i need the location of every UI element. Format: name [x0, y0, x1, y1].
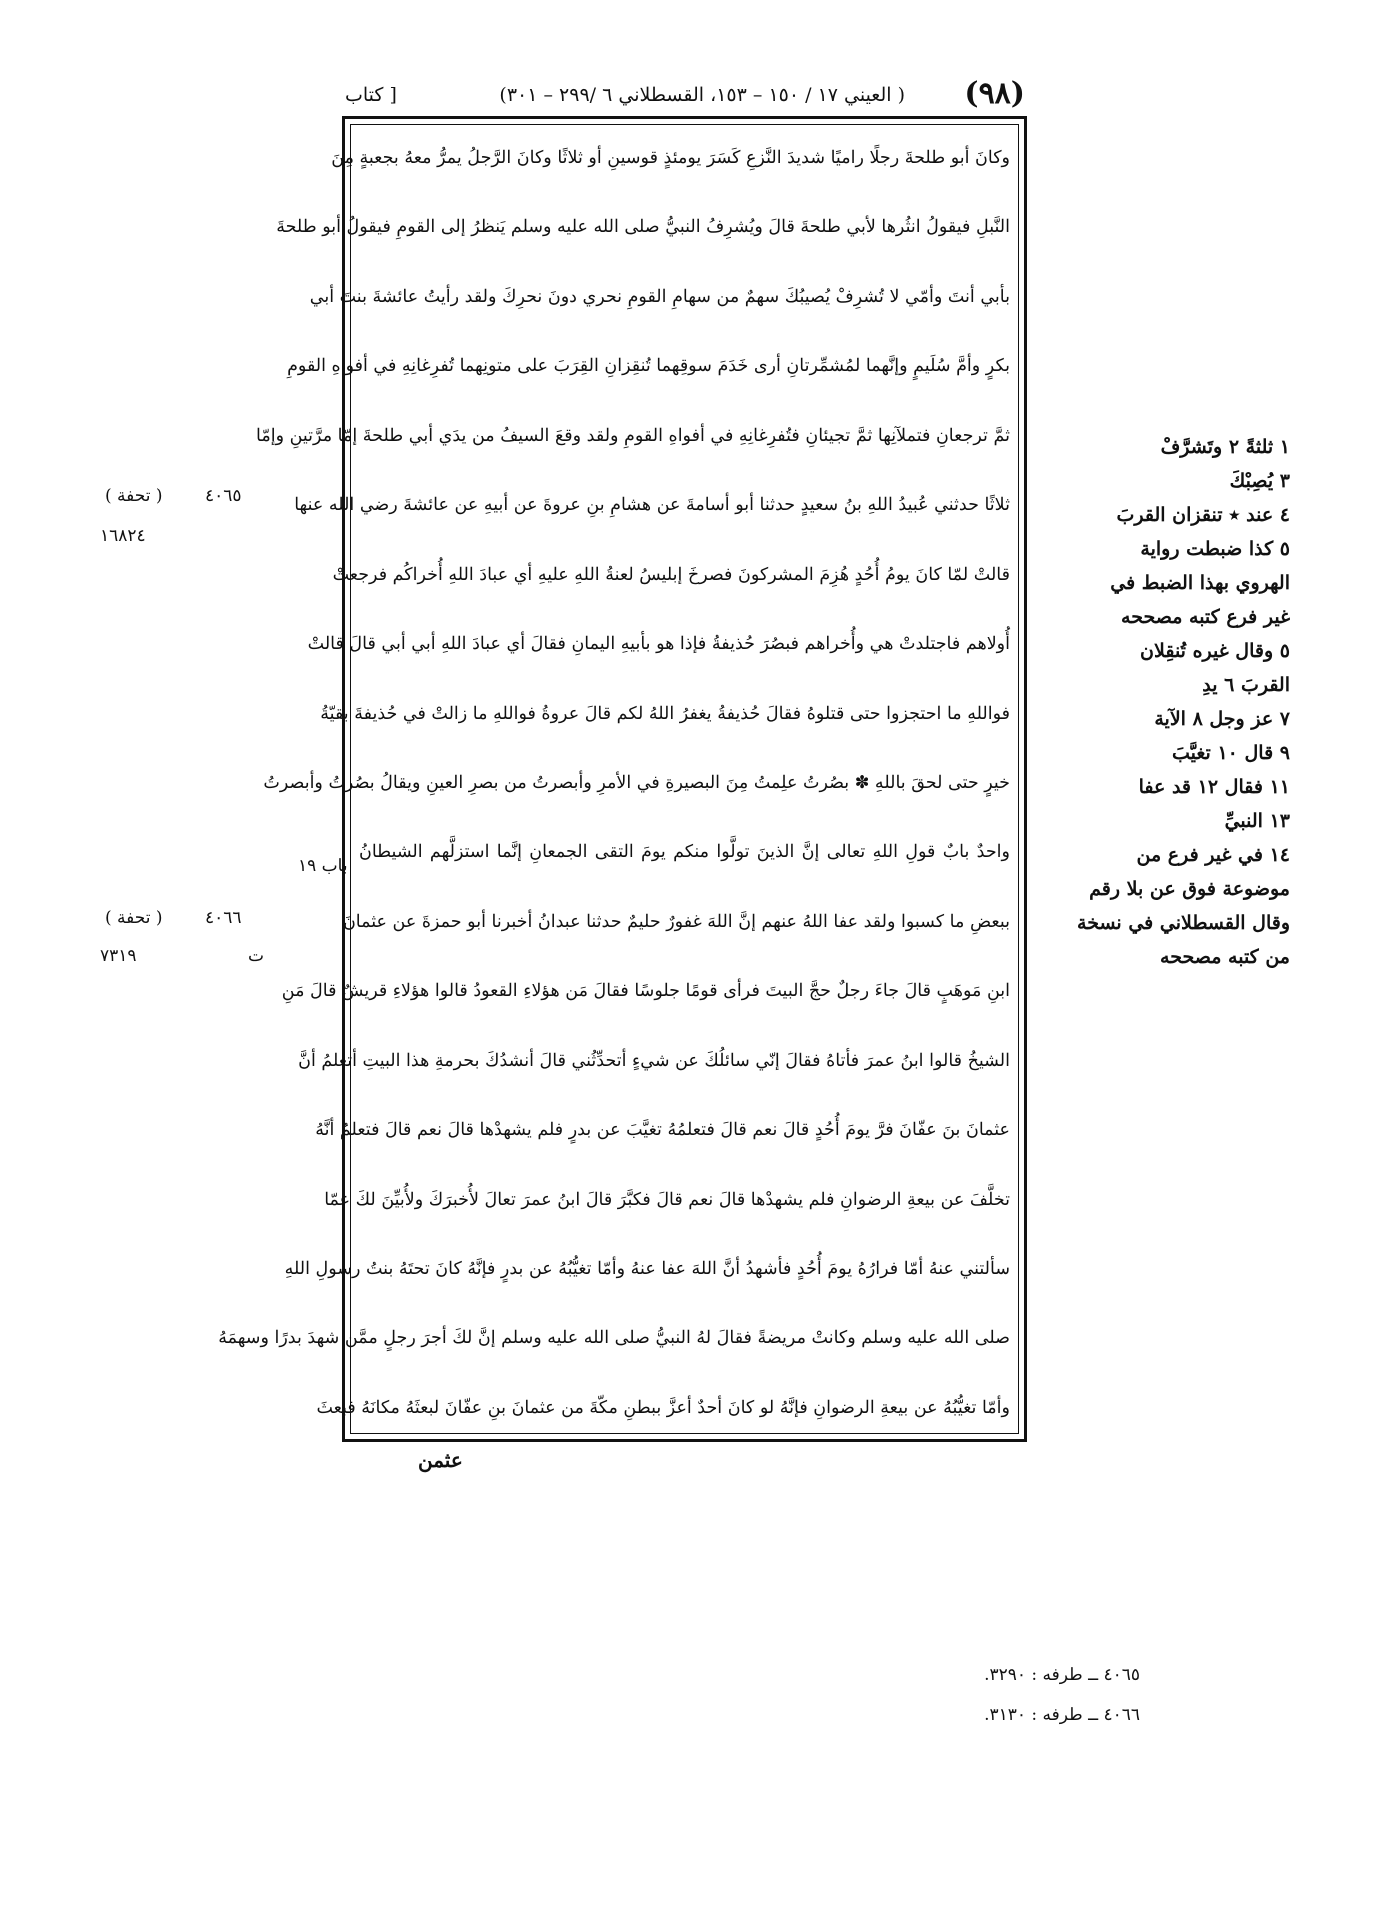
margin-note: من كتبه مصححه	[1160, 946, 1290, 968]
bab-number: باب ١٩	[298, 856, 348, 876]
page-header	[345, 78, 1025, 112]
text-line: أُولاهم فاجتلدتْ هي وأُخراهم فبصُرَ حُذيفةُ فإذا هو بأبيهِ اليمانِ فقالَ أي عبادَ اللهِ أبي أبي قالَ قالتْ	[307, 634, 1010, 655]
text-line: بكرٍ وأمَّ سُلَيمٍ وإنَّهما لمُشمِّرتانِ أرى خَدَمَ سوقِهما تُنقِزانِ القِرَبَ على متونِهما تُفرِغانِهِ في أفواهِ القومِ	[287, 356, 1010, 377]
footnote: ٤٠٦٥ ــ طرفه : ٣٢٩٠.	[984, 1665, 1140, 1685]
margin-note: القربَ ٦ يدِ	[1202, 674, 1290, 696]
hadith-number: ٤٠٦٦	[205, 908, 242, 928]
text-line: ثلاثًا حدثني عُبيدُ اللهِ بنُ سعيدٍ حدثنا أبو أسامةَ عن هشامِ بنِ عروةَ عن أبيهِ عن عائشةَ رضي الله عنها	[294, 495, 1010, 516]
tuhfa-letter: ت	[248, 946, 265, 966]
hadith-number: ٤٠٦٥	[205, 486, 242, 506]
text-line: قالتْ لمّا كانَ يومُ أُحُدٍ هُزِمَ المشركونَ فصرخَ إبليسُ لعنةُ اللهِ عليهِ أي عبادَ اللهِ أُخراكُم فرجعتْ	[332, 564, 1010, 585]
margin-note: ٩ قال ١٠ تغيَّبَ	[1171, 742, 1290, 764]
text-line: بأبي أنتَ وأمّي لا تُشرِفْ يُصيبُكَ سهمٌ من سهامِ القومِ نحري دونَ نحرِكَ ولقد رأيتُ عائشةَ بنتَ أبي	[309, 286, 1010, 307]
text-line: وكانَ أبو طلحةَ رجلًا راميًا شديدَ النَّزعِ كَسَرَ يومئذٍ قوسينِ أو ثلاثًا وكانَ الرَّجلُ يمرُّ معهُ بجعبةٍ مِنَ	[331, 148, 1010, 168]
tuhfa-number: ٧٣١٩	[100, 946, 137, 966]
footnote: ٤٠٦٦ ــ طرفه : ٣١٣٠.	[984, 1705, 1140, 1725]
margin-variant-notes	[1077, 430, 1290, 1190]
margin-note: ١٣ النبيِّ	[1224, 810, 1290, 832]
catchword: عثمن	[418, 1448, 463, 1472]
text-line: النَّبلِ فيقولُ انثُرها لأبي طلحةَ قالَ ويُشرِفُ النبيُّ صلى الله عليه وسلم يَنظرُ إلى القومِ فيقولُ أبو طلحةَ	[276, 217, 1010, 238]
header-book-title: [ كتاب	[345, 84, 397, 106]
text-line: واحدٌ بابٌ قولِ اللهِ تعالى إنَّ الذينَ تولَّوا منكم يومَ التقى الجمعانِ إنَّما استزلَّهم الشيطانُ	[359, 842, 1010, 863]
margin-note: ٥ كذا ضبطت رواية	[1140, 538, 1290, 560]
margin-note: ٥ وقال غيره تُنقِلان	[1140, 640, 1290, 662]
text-line: الشيخُ قالوا ابنُ عمرَ فأتاهُ فقالَ إنّي سائلُكَ عن شيءٍ أتحدِّثُني قالَ أنشدُكَ بحرمةِ هذا البيتِ أتعلمُ أنَّ	[298, 1050, 1010, 1071]
text-line: خيرٍ حتى لحقَ باللهِ ✽ بصُرتُ علِمتُ مِنَ البصيرةِ في الأمرِ وأبصرتُ من بصرِ العينِ ويقالُ بصُرتُ وأبصرتُ	[263, 772, 1010, 793]
margin-note: ١١ فقال ١٢ قد عفا	[1138, 776, 1290, 798]
margin-note: ٣ يُصِبْكَ	[1229, 470, 1290, 492]
margin-note: ٧ عز وجل ٨ الآية	[1154, 708, 1290, 730]
margin-note: موضوعة فوق عن بلا رقم	[1089, 878, 1290, 900]
margin-note: غير فرع كتبه مصححه	[1121, 606, 1290, 628]
text-line: وأمّا تغيُّبُهُ عن بيعةِ الرضوانِ فإنَّهُ لو كانَ أحدٌ أعزَّ ببطنِ مكّةَ من عثمانَ بنِ عفّانَ لبعثَهُ مكانَهُ فبعثَ	[316, 1397, 1010, 1418]
page-number: (٩٨)	[964, 76, 1025, 111]
footnotes	[920, 1655, 1140, 1735]
text-line: ابنِ مَوهَبٍ قالَ جاءَ رجلٌ حجَّ البيتَ فرأى قومًا جلوسًا فقالَ مَن هؤلاءِ القعودُ قالوا هؤلاءِ قريشٌ قالَ مَنِ	[281, 981, 1010, 1002]
tuhfa-label: ( تحفة )	[105, 908, 163, 928]
text-line: ببعضِ ما كسبوا ولقد عفا اللهُ عنهم إنَّ اللهَ غفورٌ حليمٌ حدثنا عبدانُ أخبرنا أبو حمزةَ عن عثمانَ	[342, 911, 1010, 932]
text-line: عثمانَ بنَ عفّانَ فرَّ يومَ أُحُدٍ قالَ نعم قالَ فتعلمُهُ تغيَّبَ عن بدرٍ فلم يشهدْها قالَ نعم قالَ فتعلمُ أنَّهُ	[315, 1120, 1010, 1141]
text-line: فواللهِ ما احتجزوا حتى قتلوهُ فقالَ حُذيفةُ يغفرُ اللهُ لكم قالَ عروةُ فواللهِ ما زالتْ في حُذيفةَ بقيّةُ	[320, 703, 1010, 724]
text-line: صلى الله عليه وسلم وكانتْ مريضةً فقالَ لهُ النبيُّ صلى الله عليه وسلم إنَّ لكَ أجرَ رجلٍ ممَّن شهدَ بدرًا وسهمَهُ	[218, 1328, 1010, 1349]
margin-note: ١ ثلثةً ٢ وتَشرَّفْ	[1160, 436, 1290, 458]
margin-note: الهروي بهذا الضبط في	[1110, 572, 1290, 594]
text-line: سألتني عنهُ أمّا فرارُهُ يومَ أُحُدٍ فأشهدُ أنَّ اللهَ عفا عنهُ وأمّا تغيُّبُهُ عن بدرٍ فإنَّهُ كانَ تحتَهُ بنتُ رسولِ اللهِ	[284, 1259, 1010, 1279]
margin-note: ٤ عند ٭ تنقزان القربَ	[1116, 504, 1290, 526]
tuhfa-label: ( تحفة )	[105, 486, 163, 506]
margin-note: ١٤ في غير فرع من	[1136, 844, 1290, 866]
text-line: ثمَّ ترجعانِ فتملآنِها ثمَّ تجيئانِ فتُفرِغانِهِ في أفواهِ القومِ ولقد وقعَ السيفُ من يدَي أبي طلحةَ إمّا مرَّتينِ وإمّا	[256, 425, 1010, 446]
header-references: ( العيني ١٧ / ١٥٠ – ١٥٣، القسطلاني ٦ /٢٩٩ – ٣٠١)	[499, 84, 905, 106]
text-line: تخلَّفَ عن بيعةِ الرضوانِ فلم يشهدْها قالَ نعم قالَ فكبَّرَ قالَ ابنُ عمرَ تعالَ لأُخبرَكَ ولأُبيِّنَ لكَ عمّا	[324, 1189, 1010, 1210]
margin-note: وقال القسطلاني في نسخة	[1077, 912, 1290, 934]
tuhfa-number: ١٦٨٢٤	[100, 526, 146, 546]
